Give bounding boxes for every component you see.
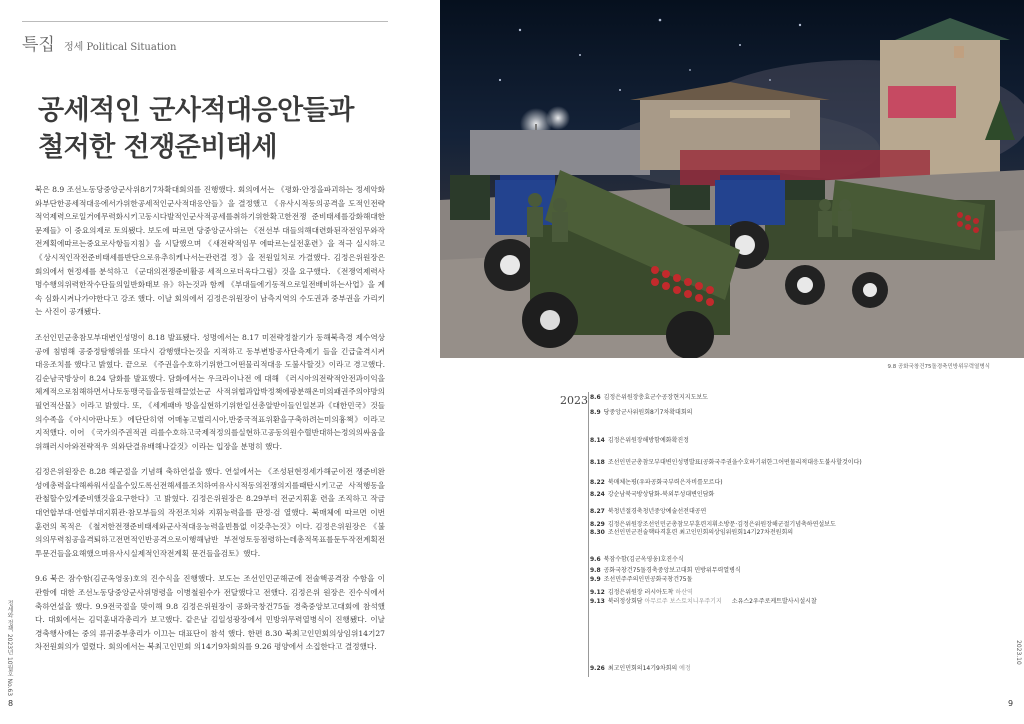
timeline-event: 8.18 조선인민군총참모부대변인성명발표(공화국주권을수호하기위한그어떤물리적대응도불사할것이다) — [590, 459, 862, 466]
timeline-event: 8.9 당중앙군사위원회8기7차확대회의 — [590, 409, 693, 416]
left-page — [0, 0, 440, 724]
title-line-1: 공세적인 군사적대응안들과 — [38, 95, 354, 126]
timeline-event: 9.12 김정은위원장 러시아도착 하산역 — [590, 589, 693, 596]
top-divider — [22, 21, 388, 22]
section-header — [22, 30, 177, 55]
paragraph-2: 조선인민군총참모부대변인성명이 8.18 발표됐다. 성명에서는 8.17 미전략정찰기가 동해북측경 제수역상공에 침범해 공중정탐행위를 또다시 감행했다는것을 지적하고 동부변방공사단측제기 들을 긴급출격시켜 대응조치를 했다고 밝혔다. 끝으로 《주권을수호하기위한그어떤물리적대응 도불사할것》이라고 경고했다. 김순남국방상이 8.24 담화를 발표했다. 담화에서는 우크라이나전 에 대해 《러시아의전략적안전과이익을체계적으로침해하면서나토동맹국들을동원해끌었는군 사적위협과압박정책에광분해온미의패권주의야망의필연적산물》이라고 밝혔다. 또, 《세계패바 방을실현하기위한일선총알받이들인일본과《대한민국》것들의수족을《아시아판나토》에단단히엮 어매놓고벌리시아,반중국적표위환을구축하려는미의흉책》이라고 지적했다. 이어 《국가의주권적권 리를수호하고국제적정의를실현하고공동의원수혈반대하는정의의싸움을위해러시아와전략적우 의와단결유배해나갈것》이라는 입장을 분명히 했다. — [35, 332, 385, 451]
parade-photo — [440, 0, 1024, 358]
section-sublabel: 정세 Political Situation — [63, 42, 177, 53]
event-note-2: 소유스2우주로케트발사시설시찰 — [731, 598, 817, 605]
timeline-event: 8.6 김정은위원장충효군수공장현지지도보도 — [590, 394, 708, 401]
section-label: 특집 — [22, 35, 55, 55]
paragraph-1: 북은 8.9 조선노동당중앙군사위8기7차확대회의를 진행했다. 회의에서는 《평화·안정을파괴하는 정세악화와부단한공세적대응에서가위한공세적인군사적대응안들》을 결정했고 《유사시적동의공격을 도적인전략적억제력으로일거에무력화시키고동시다발적인군사적공세를취하기위한확고한전쟁 준비태세를강화해대한문제들》이 중요의제로 토의됐다. 보도에 따르면 당중앙군사위는 《전선부 대들의해대련화된작전임무와작전계획에따르는중요로사항들지침》을 시달했으며 《새전략적임무 에따르는실전훈련》을 적극 실시하고 《상시적인작전준비태세를반단으로유추히케나서는관련결 정》을 전원일치로 가결했다. 김정은위원장은 회의에서 현정세를 분석하고 《군대의전쟁준비활공 세적으로더욱다그림》것을 요구했다. 《전쟁억제력사명수행의위력한작수단들의일반화태보 유》하는것과 함께 《부대들에기동적으로일전배비하는사업》을 계속 심화시켜나가야한다고 강조 했다. 이날 회의에서 김정은위원장이 남측지역의 수도권과 중부권을 가리키는 사진이 공개됐다. — [35, 185, 385, 317]
issue-side-label: 2023.10 — [1015, 640, 1022, 665]
event-note: 아무르주 보스토치니우주기지 — [644, 598, 722, 605]
paragraph-3: 김정은위원장은 8.28 해군절을 기념해 축하연설을 했다. 연설에서는 《조성된현정세가해군이전 쟁준비완성에총력을다해싸워서실을수있도록선전해세를조치하여유사시적동의전쟁의지를때탄시키고군 사적행동을관철할수있게준비했것을요구한다》고 밝혔다. 김정은위원장은 8.29부터 전군지휘훈 련을 조직하고 작금 대연합부대·연합부대지휘관·참모부들의 작전조치와 지휘능력을를 판정·검 열했다. 북매체에 따르면 이번 훈련의 목적은 《철저한전쟁준비태세와군사적대응능력을빈틈없 이갖추는것》이다. 김정은위원장은 《불의의무력침공을격퇴하고전면적인반공격으로이행해남반 부전영토등점령하는데총적목표를둔두작전계획전투문건들을요해했으며유사시실제적인작전계획 문건들을검토》했다. — [35, 467, 385, 558]
publication-side-label: 정세와 정책 2023년 10월호 No.63 — [6, 600, 13, 697]
timeline-axis — [588, 392, 589, 677]
timeline-event: 8.27 북청년절경축청년중앙예술선전대공연 — [590, 508, 707, 515]
event-note: 예정 — [679, 665, 691, 672]
page-number-right: 9 — [1008, 699, 1014, 708]
timeline-event: 9.9 조선민주주의인민공화국창건75돌 — [590, 576, 693, 583]
paragraph-4: 9.6 북은 잠수함(김군옥영웅)호의 진수식을 진행했다. 보도는 조선인민군해군에 전술핵공격잠 수함을 이관함에 대한 조선노동당중앙군사위명령을 이병철원수가 전달했다고 전했다. 김정은위 원장은 진수식에서 축하연설을 했다. 9.9전국절을 맞이해 9.8 김정은위원장이 공화국창건75돌 경축중앙보고대회에 참석했다. 대회에서는 김덕훈내각총리가 보고했다. 같은날 김일성광장에서 민방위무력열병식이 진행됐다. 이날 경축행사에는 중의 류귀중부총리가 이끄는 대표단이 참석 했다. 한편 8.30 북최고인민회의상임위14기27차전원회의가 열렸다. 회의에서는 북최고인민회 의14기9차회의를 9.26 평양에서 소집한다고 결정했다. — [35, 574, 385, 652]
parade-illustration — [440, 0, 1024, 358]
timeline-event: 9.26 최고인민회의14기9차회의 예정 — [590, 665, 691, 672]
timeline-event: 8.14 김정은위원장해방함예화확진정 — [590, 437, 689, 444]
title-line-2: 철저한 전쟁준비태세 — [38, 132, 278, 163]
timeline-event: 9.13 북러정상회담 아무르주 보스토치니우주기지 소유스2우주로케트발사시설시찰 — [590, 598, 817, 605]
page-number-left: 8 — [8, 699, 14, 708]
timeline-event: 9.8 공화국창건75돌경축중앙보고대회 민방위무력열병식 — [590, 567, 741, 574]
timeline-event: 8.30 조선인민군전술핵타격훈련 최고인민회의상임위원회14기27차전원회의 — [590, 529, 794, 536]
timeline — [560, 390, 990, 680]
article-body — [35, 183, 385, 666]
timeline-event: 8.24 강순남북국방상담화-북외무성대변인담화 — [590, 491, 715, 498]
event-note: 하산역 — [675, 589, 693, 596]
timeline-year: 2023 — [560, 394, 588, 407]
photo-caption: 9.8 공화국창건75돌경축민방위무력열병식 — [887, 364, 990, 370]
article-title — [38, 92, 398, 166]
timeline-event: 8.29 김정은위원장조선인민군총참모부훈련지휘소방문·김정은위원장해군절기념축하연설보도 — [590, 521, 836, 528]
timeline-event: 9.6 북잠수함(김군옥영웅)호진수식 — [590, 556, 684, 563]
timeline-event: 8.22 북매체논평(우파공화국부력은자비를모르다) — [590, 479, 723, 486]
